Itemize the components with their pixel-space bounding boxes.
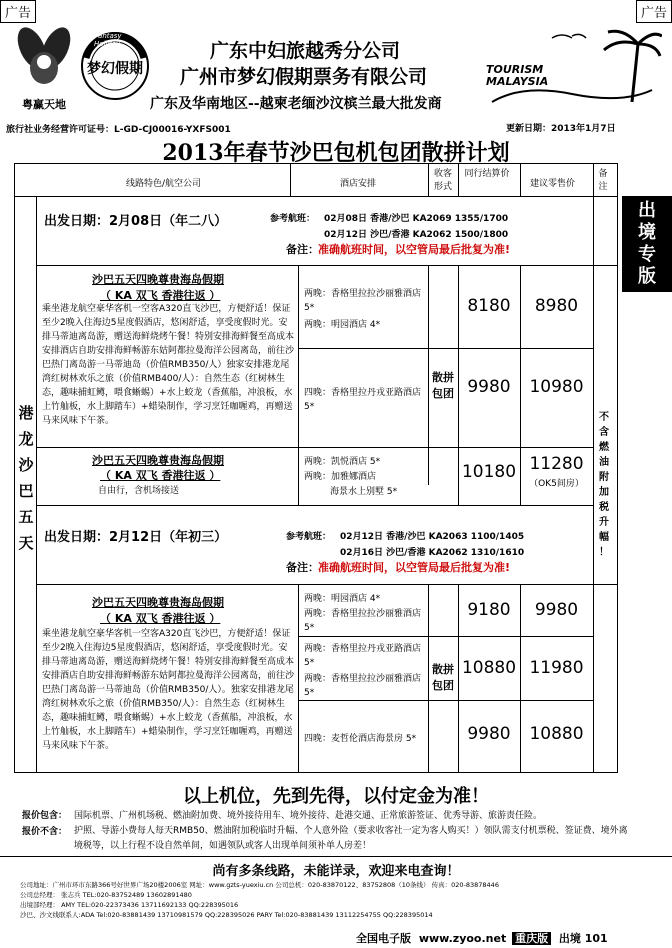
tourism-malaysia-logo [482,24,662,114]
footer-edition-label: 全国电子版 [356,932,411,945]
sec2-pkg-hotel-a2: 两晚：香格里拉拉沙丽雅酒店 5* [304,609,422,633]
sec2-pkg-title: 沙巴五天四晚尊贵海岛假期 [92,596,224,609]
update-date: 更新日期：2013年1月7日 [506,124,616,134]
slogan: 以上机位，先到先得，以付定金为准！ [183,786,489,807]
sec2-pkg-net-c: 9980 [467,724,511,744]
region-char: 港 [18,404,34,422]
note-char: 加 [599,487,609,498]
includes-text: 国际机票、广州机场税、燃油附加费、境外接待用车、境外接待、赴港交通、正常旅游签证、优秀导游、旅游责任险。 [74,811,543,821]
sec2-pkg-retail-b: 11980 [529,658,584,678]
contact-block [20,880,660,920]
page-footer [356,930,672,948]
ad-corner-right: 广告 [636,0,672,23]
sec2-pkg-hotel-c: 四晚：麦哲伦酒店海景房 5* [304,734,417,744]
sec1-depart-date: 出发日期：2月08日（年二八） [44,214,228,229]
sec2-pkg-subtitle: （ KA 双飞 香港往返 ） [100,612,221,625]
sec1-pkg1-hotel-a1: 两晚：香格里拉拉沙丽雅酒店 5* [304,289,422,313]
sec1-remark: 准确航班时间，以空管局最后批复为准! [318,243,511,256]
header-hotel: 酒店安排 [340,179,377,189]
sec1-pkg1-format: 散拼包团 [432,371,454,400]
side-tab-char: 版 [638,266,656,287]
sec1-pkg2-title: 沙巴五天四晚尊贵海岛假期 [92,454,224,467]
region-char: 巴 [18,482,34,500]
header-net: 同行结算价 [464,169,510,179]
sec1-ref-label: 参考航班： [270,214,316,224]
sec1-pkg2-hotel-3: 海景水上别墅 5* [330,487,398,497]
footer-city-tag: 重庆版 [512,932,551,945]
sec1-pkg1-subtitle: （ KA 双飞 香港往返 ） [100,289,221,302]
note-char: 不 [599,412,609,423]
note-fuel [596,410,612,560]
side-tab-outbound [622,196,672,292]
side-tab-char: 出 [638,200,656,221]
region-char: 五 [18,508,34,526]
sec1-pkg2-description: 自由行，含机场接送 [98,486,180,496]
sec2-pkg-retail-a: 9980 [534,600,579,620]
sec1-pkg1-retail-a: 8980 [534,296,579,316]
note-char: 含 [599,427,609,438]
sec2-depart-date: 出发日期：2月12日（年初三） [44,530,228,545]
header-note: 备注 [598,169,608,192]
sec1-pkg1-description: 乘坐港龙航空豪华客机一空客A320直飞沙巴，方便舒适！保证至少2晚入住海边5星度假酒店，悠闲舒适，享受度假时光。安排马蒂迪离岛游，赠送海鲜烧烤午餐！特别安排海鲜餐至高成本安排酒店自助安排海鲜畅游东姑阿都拉曼海洋公园离岛，前往沙巴热门离岛游一马蒂迪岛（价值RMB350/人）独家安排港龙尾湾红树林欢乐之旅（价值RMB400/人）：自然生态（红树林生态，趣味捕虹鳟，喂食蜥蜴）+水上蛟龙（香蕉船，冲浪板，水上竹舢板，水上脚踏车）+蜡染制作，学习烹饪咖喱鸡，再赠送马来风味下午茶。 [42,304,295,426]
sec1-pkg2-net: 10180 [461,462,517,482]
yueying-logo [10,22,78,111]
tourism-malaysia-text: TOURISM MALAYSIA [486,63,549,88]
sec1-pkg1-hotel-b: 四晚：香格里拉丹戎亚路酒店 5* [304,388,422,412]
sec2-remark-label: 备注： [286,561,319,574]
contact-line: 出境部经理： AMY TEL:020-22373436 13711692133 QQ:228395016 [20,901,239,909]
sec2-flight-2: 02月16日 沙巴/香港 KA2062 1310/1610 [340,548,525,558]
sec1-pkg2-hotel-1: 两晚：凯悦酒店 5* [304,457,381,467]
sec2-ref-label: 参考航班： [286,532,332,542]
ad-corner-left: 广告 [0,0,36,23]
company-name-2: 广州市梦幻假期票务有限公司 [180,66,428,88]
sec1-flight-2: 02月12日 沙巴/香港 KA2062 1500/1800 [324,230,509,240]
fantasy-holiday-logo [80,28,150,104]
brand-name: 梦幻假期 [87,61,143,77]
sec2-pkg-retail-c: 10880 [529,724,584,744]
sec2-pkg-net-b: 10880 [461,658,517,678]
brand-ring-text: Fantasy Holiday [94,32,122,48]
region-char: 龙 [18,430,34,448]
footer-page-number: 出境 101 [558,932,608,945]
sec2-remark: 准确航班时间，以空管局最后批复为准! [318,561,511,574]
header-format: 收客形式 [433,169,452,192]
sec2-pkg-description: 乘坐港龙航空豪华客机一空客A320直飞沙巴，方便舒适！保证至少2晚入住海边5星度假酒店，悠闲舒适，享受度假时光。安排马蒂迪离岛游，赠送海鲜烧烤午餐！特别安排海鲜餐至高成本安排酒店自助安排海鲜畅游东姑阿都拉曼海洋公园离岛，前往沙巴热门离岛游一马蒂迪岛（价值RMB350/人）。独家安排港龙尾湾红树林欢乐之旅（价值RMB350/人）：自然生态（红树林生态，趣味捕虹鳟，喂食蜥蜴）+水上蛟龙（香蕉船，冲浪板，水上竹舢板，水上脚踏车）+蜡染制作，学习烹饪咖喱鸡，再赠送马来风味下午茶。 [42,629,295,751]
contact-line: 公司总经理： 张志兵 TEL:020-83752489 13602891480 [20,891,192,899]
sec1-pkg2-hotel-2: 两晚：加雅娜酒店 [304,472,377,482]
region-label [16,400,36,556]
yueying-caption: 粤赢天地 [22,98,66,111]
contact-line: 沙巴、沙文线联系人:ADA Tel:020-83881439 13710981579 QQ:228395026 PARY Tel:020-83881439 13112254755 QQ:228395014 [20,911,433,919]
sec1-pkg1-net-b: 9980 [467,377,511,397]
excludes-text: 护照、导游小费每人每天RMB50、燃油附加税临时升幅、个人意外险（要求收客社一定为客人购买！）领队需支付机票税、签证费、境外离境税等，以上行程不设自然单间，如遇领队或客人出现单间须补单人房差！ [74,826,628,851]
sec1-pkg2-retail: 11280 [529,454,584,474]
note-char: 燃 [599,442,609,453]
sec1-pkg1-net-a: 8180 [467,296,511,316]
company-tagline: 广东及华南地区--越柬老缅沙汶槟兰最大批发商 [150,96,442,112]
side-tab-char: 专 [638,244,656,265]
header-route: 线路特色/航空公司 [126,179,202,189]
contact-line: 公司地址：广州市环市东路366号好世界广场20楼2006室 网址：www.gzts-yuexiu.cn 公司总机：020-83870122、83752808（10条线） 传真：020-83878446 [20,881,499,889]
region-char: 天 [18,534,34,552]
sec2-pkg-net-a: 9180 [467,600,511,620]
sec2-pkg-hotel-b1: 两晚：香格里拉丹戎亚路酒店 5* [304,644,422,668]
excludes-label: 报价不含： [22,827,68,837]
sec1-pkg2-retail-note: （OK5间房） [529,479,584,489]
note-char: 油 [599,457,609,468]
header-retail: 建议零售价 [530,179,576,189]
sec1-flight-1: 02月08日 香港/沙巴 KA2069 1355/1700 [324,214,509,224]
company-name-1: 广东中妇旅越秀分公司 [210,40,401,62]
note-char: 升 [599,517,609,528]
sec1-pkg1-title: 沙巴五天四晚尊贵海岛假期 [92,273,224,286]
sec1-pkg1-retail-b: 10980 [529,377,584,397]
main-title: 2013年春节沙巴包机包团散拼计划 [162,140,510,166]
sec2-pkg-hotel-a1: 两晚：明园酒店 4* [304,594,381,604]
region-char: 沙 [18,456,34,474]
note-char: 附 [599,472,609,483]
sec2-pkg-format: 散拼包团 [432,663,454,692]
sec1-remark-label: 备注： [286,243,319,256]
license-number: 旅行社业务经营许可证号：L-GD-CJ00016-YXFS001 [6,125,231,135]
sec2-pkg-hotel-b2: 两晚：香格里拉拉沙丽雅酒店 5* [304,674,422,698]
includes-label: 报价包含： [22,811,68,821]
footer-url[interactable]: www.zyoo.net [418,932,507,945]
more-lines-note: 尚有多条线路，未能详录，欢迎来电查询！ [212,864,460,879]
note-char: 幅 [599,532,609,543]
sec2-flight-1: 02月12日 香港/沙巴 KA2063 1100/1405 [340,532,525,542]
sec1-pkg1-hotel-a2: 两晚：明园酒店 4* [304,320,381,330]
sec1-pkg2-subtitle: （ KA 双飞 香港往返 ） [100,469,221,482]
note-char: 税 [599,502,609,513]
note-char: ！ [599,547,609,558]
side-tab-char: 境 [638,222,656,243]
